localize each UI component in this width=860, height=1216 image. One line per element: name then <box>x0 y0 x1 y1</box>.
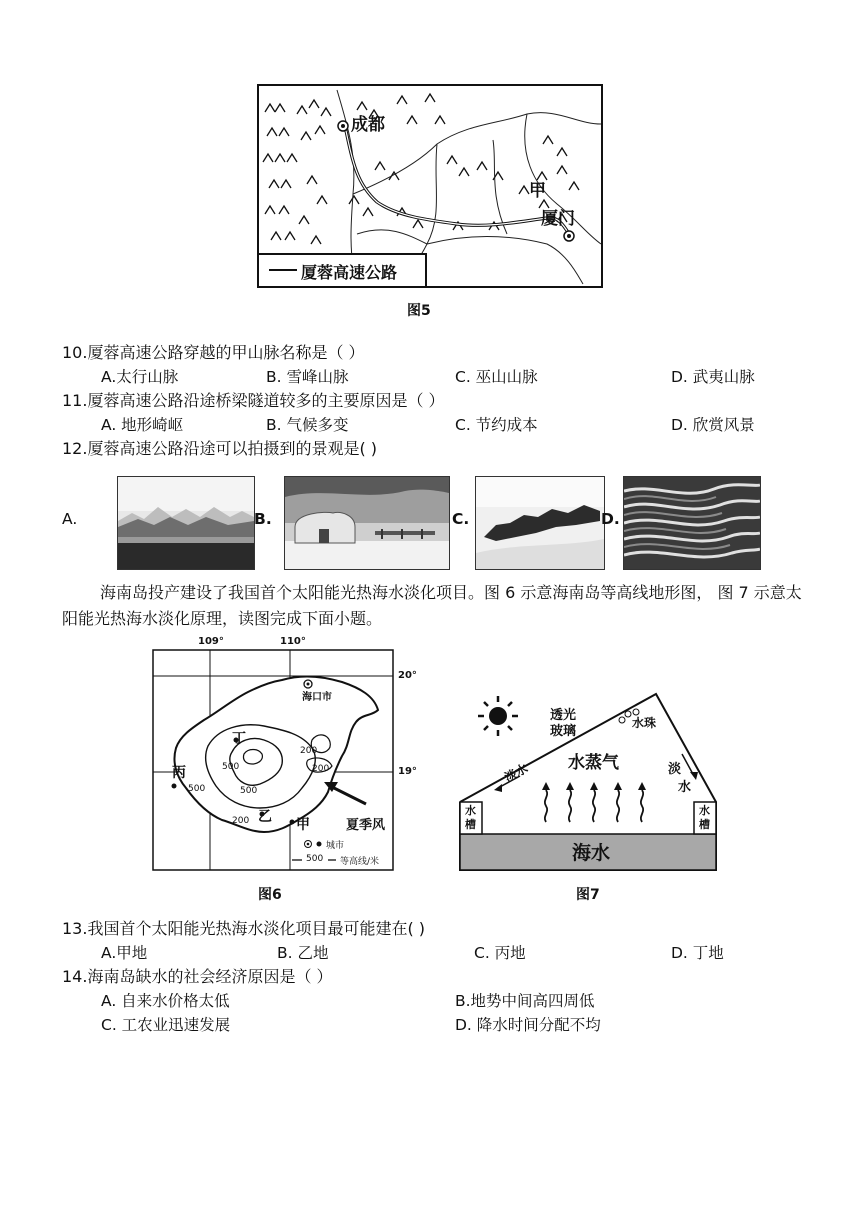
photo-terraced-fields[interactable] <box>623 476 761 570</box>
passage-text: 海南岛投产建设了我国首个太阳能光热海水淡化项目。图 6 示意海南岛等高线地形图， 图 7 示意太阳能光热海水淡化原理，读图完成下面小题。 <box>62 583 802 628</box>
question-11-stem: 11.厦蓉高速公路沿途桥梁隧道较多的主要原因是（ ） <box>62 391 445 410</box>
fig7-fresh-water-right-1: 淡 <box>668 762 682 777</box>
fig7-sea-label: 海水 <box>572 842 611 864</box>
question-14-option-a[interactable]: A. 自来水价格太低 <box>101 992 230 1010</box>
question-13-option-c[interactable]: C. 丙地 <box>474 944 526 962</box>
fig7-fresh-water-right-2: 水 <box>678 780 692 795</box>
question-14-option-b[interactable]: B.地势中间高四周低 <box>455 992 595 1010</box>
legend-highway: 厦蓉高速公路 <box>301 263 398 282</box>
label-xiamen: 厦门 <box>541 209 575 229</box>
question-12-stem: 12.厦蓉高速公路沿途可以拍摄到的景观是( ) <box>62 439 378 458</box>
fig6-place-yi: 乙 <box>258 809 272 825</box>
fig6-contour-500-c: 500 <box>240 786 258 796</box>
fig6-city-haikou: 海口市 <box>302 692 332 703</box>
figure-6-caption: 图6 <box>258 887 282 903</box>
fig7-tank-right-2: 槽 <box>699 818 710 831</box>
figure-6-hainan-map <box>152 636 428 872</box>
figure-7-caption: 图7 <box>576 887 600 903</box>
question-10-option-c[interactable]: C. 巫山山脉 <box>455 368 538 386</box>
fig6-contour-200-b: 200 <box>312 764 330 774</box>
fig6-lat-20: 20° <box>398 670 417 681</box>
figure-5-caption: 图5 <box>407 303 431 319</box>
fig6-place-jia: 甲 <box>296 817 310 833</box>
fig7-tank-left-2: 槽 <box>465 818 476 831</box>
fig7-fresh-water-left: 淡水 <box>502 761 531 785</box>
question-12-option-d-label[interactable]: D. <box>601 510 620 528</box>
photo-desert-camels[interactable] <box>475 476 605 570</box>
question-10-option-b[interactable]: B. 雪峰山脉 <box>266 368 349 386</box>
fig6-contour-200-c: 200 <box>232 816 250 826</box>
fig6-place-ding: 丁 <box>232 731 246 747</box>
label-jia-mountain: 甲 <box>529 181 546 201</box>
question-12-option-c-label[interactable]: C. <box>452 510 470 528</box>
question-14-stem: 14.海南岛缺水的社会经济原因是（ ） <box>62 967 333 986</box>
fig6-lon-110: 110° <box>280 636 306 647</box>
question-13-option-b[interactable]: B. 乙地 <box>277 944 329 962</box>
photo-snow-mountains[interactable] <box>117 476 255 570</box>
question-10-stem: 10.厦蓉高速公路穿越的甲山脉名称是（ ） <box>62 343 365 362</box>
fig6-contour-500-b: 500 <box>188 784 206 794</box>
question-13-option-a[interactable]: A.甲地 <box>101 944 148 962</box>
question-14-option-d[interactable]: D. 降水时间分配不均 <box>455 1016 601 1034</box>
question-14-option-c[interactable]: C. 工农业迅速发展 <box>101 1016 231 1034</box>
fig6-legend-contour: 等高线/米 <box>340 857 380 867</box>
fig6-lon-109: 109° <box>198 636 224 647</box>
question-10-option-a[interactable]: A.太行山脉 <box>101 368 179 386</box>
fig7-vapor-label: 水蒸气 <box>568 753 619 773</box>
fig6-contour-500-a: 500 <box>222 762 240 772</box>
label-chengdu: 成都 <box>351 115 385 135</box>
question-13-stem: 13.我国首个太阳能光热海水淡化项目最可能建在( ) <box>62 919 426 938</box>
question-12-option-a-label[interactable]: A. <box>62 510 78 528</box>
photo-yurt[interactable] <box>284 476 450 570</box>
fig6-wind-label: 夏季风 <box>346 818 386 833</box>
question-11-option-c[interactable]: C. 节约成本 <box>455 416 538 434</box>
fig6-contour-200-a: 200 <box>300 746 318 756</box>
fig7-glass-label-1: 透光 <box>550 708 577 723</box>
question-11-option-a[interactable]: A. 地形崎岖 <box>101 416 184 434</box>
question-13-option-d[interactable]: D. 丁地 <box>671 944 724 962</box>
fig7-tank-right-1: 水 <box>699 804 710 817</box>
question-11-option-d[interactable]: D. 欣赏风景 <box>671 416 755 434</box>
figure-5-map <box>257 84 603 288</box>
fig6-legend-city: 城市 <box>326 841 345 851</box>
fig7-glass-label-2: 玻璃 <box>550 724 577 739</box>
question-10-option-d[interactable]: D. 武夷山脉 <box>671 368 755 386</box>
fig6-legend-contour-value: 500 <box>306 854 324 864</box>
question-12-option-b-label[interactable]: B. <box>254 510 272 528</box>
figure-7-desalination-diagram <box>456 684 720 874</box>
question-11-option-b[interactable]: B. 气候多变 <box>266 416 349 434</box>
fig7-tank-left-1: 水 <box>465 804 476 817</box>
fig6-lat-19: 19° <box>398 766 417 777</box>
fig7-droplet-label: 水珠 <box>632 716 657 730</box>
fig6-place-bing: 丙 <box>172 765 186 781</box>
